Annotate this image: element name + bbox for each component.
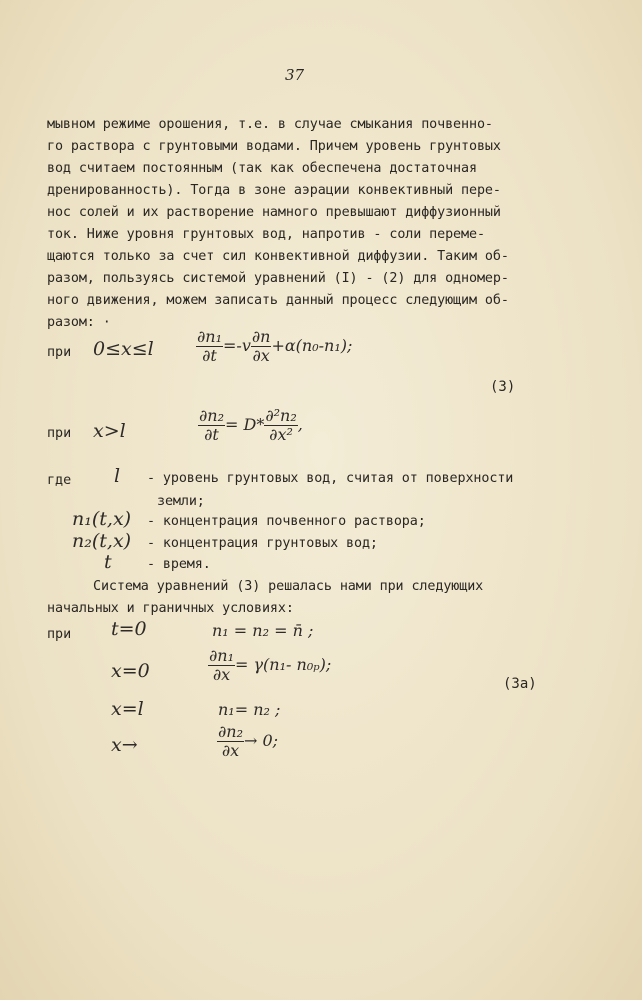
paragraph-line: нос солей и их растворение намного превышают диффузионный xyxy=(47,205,501,220)
paragraph-line: мывном режиме орошения, т.е. в случае смыкания почвенно- xyxy=(47,117,493,132)
paragraph-line: разом: · xyxy=(47,315,111,330)
condition-range: 0≤x≤l xyxy=(93,338,154,360)
fraction: $\frac{\text{∂²n₂}}{\text{∂x²}}$ xyxy=(265,406,297,444)
definition-symbol: t xyxy=(104,551,112,573)
label-pri: при xyxy=(47,345,72,360)
condition-equation: n₁ = n₂ = n̄ ; xyxy=(212,621,314,640)
definition-text: - концентрация почвенного раствора; xyxy=(147,514,426,529)
condition-t-0: t=0 xyxy=(111,618,147,640)
definition-text: земли; xyxy=(157,494,205,509)
boundary-equation: $\frac{\text{∂n₂}}{\partial x}$ → 0; xyxy=(218,722,279,760)
condition-x-gt-l: x>l xyxy=(93,420,126,442)
definition-symbol: n₂(t,x) xyxy=(72,530,132,552)
equation-number: (3) xyxy=(490,379,516,395)
label-pri: при xyxy=(47,627,72,642)
condition-x-infinity: x→ xyxy=(111,734,138,756)
paragraph-line: разом, пользуясь системой уравнений (I) - (2) для одномер- xyxy=(47,271,509,286)
fraction: $\frac{\text{∂n₂}}{\partial x}$ xyxy=(218,722,243,760)
fraction: $\frac{\text{∂n₂}}{\partial t}$ xyxy=(199,406,224,444)
equation-number: (3a) xyxy=(503,676,537,692)
definition-symbol: n₁(t,x) xyxy=(72,508,132,530)
page-number: 37 xyxy=(285,66,305,84)
fraction: $\frac{\text{∂n₁}}{\partial x}$ xyxy=(209,646,234,684)
paragraph-line: Система уравнений (3) решалась нами при следующих xyxy=(93,579,484,594)
paragraph-line: го раствора с грунтовыми водами. Причем уровень грунтовых xyxy=(47,139,501,154)
condition-equation: n₁= n₂ ; xyxy=(218,700,281,719)
label-pri: при xyxy=(47,426,72,441)
equation-2: $\frac{\text{∂n₂}}{\partial t}$ = D* $\frac{\text{∂²n₂}}{\text{∂x²}}$ , xyxy=(199,406,303,444)
paragraph-line: начальных и граничных условиях: xyxy=(47,601,294,616)
paragraph-line: щаются только за счет сил конвективной диффузии. Таким об- xyxy=(47,249,509,264)
definition-text: - уровень грунтовых вод, считая от поверхности xyxy=(147,471,514,486)
label-gde: где xyxy=(47,473,72,488)
equation-1: $\frac{\text{∂n₁}}{\partial t}$ =-v $\frac{\partial n}{\partial x}$ +α(n₀-n₁); xyxy=(197,327,353,365)
condition-x-0: x=0 xyxy=(111,660,150,682)
paragraph-line: ного движения, можем записать данный процесс следующим об- xyxy=(47,293,509,308)
fraction: $\frac{\text{∂n₁}}{\partial t}$ xyxy=(197,327,222,365)
definition-text: - концентрация грунтовых вод; xyxy=(147,536,378,551)
paragraph-line: вод считаем постоянным (так как обеспечена достаточная xyxy=(47,161,477,176)
boundary-equation: $\frac{\text{∂n₁}}{\partial x}$ = γ(n₁- n₀ₚ); xyxy=(209,646,332,684)
definition-text: - время. xyxy=(147,557,211,572)
definition-symbol: l xyxy=(114,465,121,487)
paragraph-line: дренированность). Тогда в зоне аэрации конвективный пере- xyxy=(47,183,501,198)
condition-x-l: x=l xyxy=(111,698,144,720)
paragraph-line: ток. Ниже уровня грунтовых вод, напротив - соли переме- xyxy=(47,227,485,242)
fraction: $\frac{\partial n}{\partial x}$ xyxy=(251,327,271,365)
